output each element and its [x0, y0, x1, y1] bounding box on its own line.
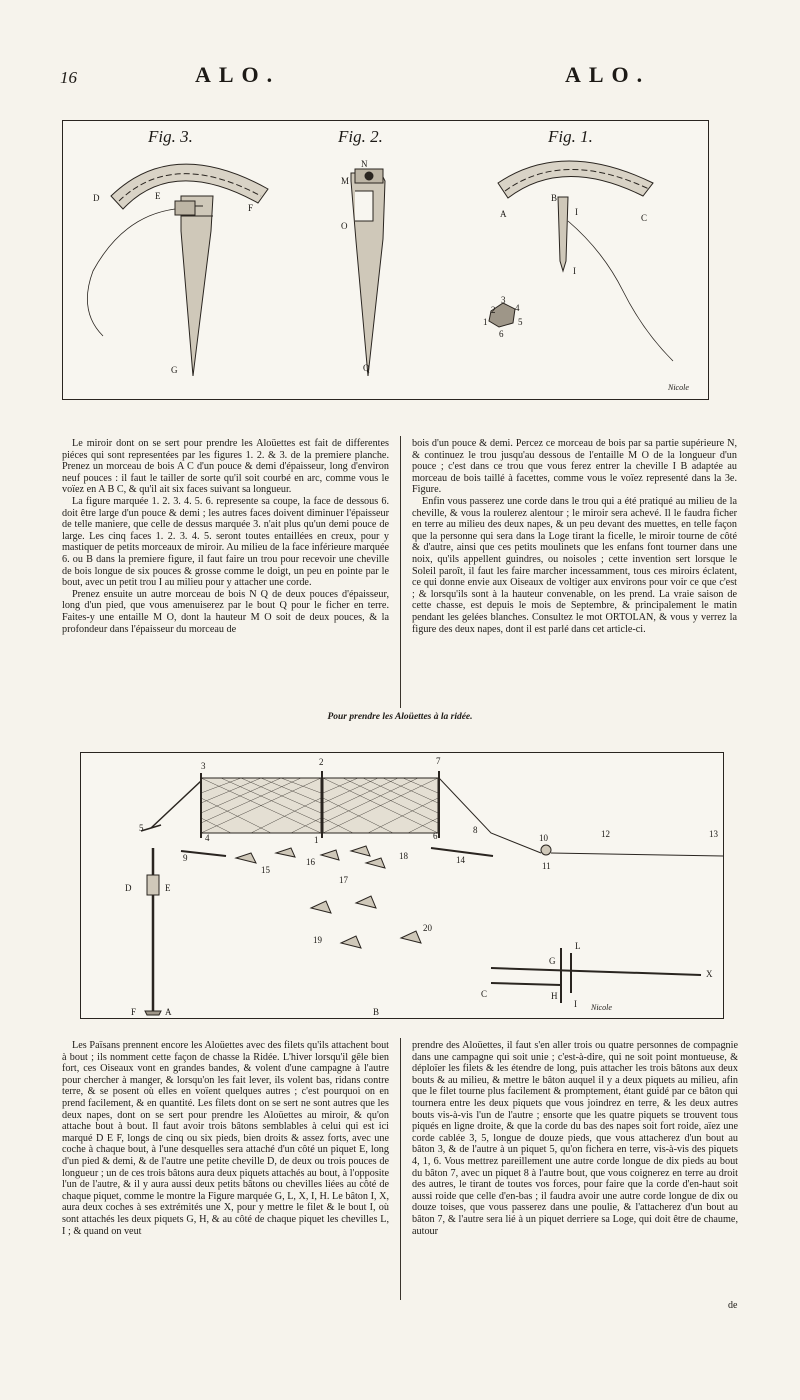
letter-l: L — [575, 941, 581, 951]
marker-16: 16 — [306, 857, 315, 867]
engraver-signature-2: Nicole — [591, 1003, 612, 1012]
letter-a: A — [500, 209, 507, 219]
left-running-title: ALO. — [195, 62, 281, 87]
letter-i: I — [574, 999, 577, 1009]
section-num-4: 4 — [515, 303, 520, 313]
fig-2-label: Fig. 2. — [338, 127, 383, 146]
section-num-3: 3 — [501, 295, 506, 305]
letter-a-staff: A — [165, 1007, 172, 1017]
letter-d: D — [93, 193, 100, 203]
paragraph: bois d'un pouce & demi. Percez ce morceau de bois par sa partie supérieure N, & continuez le trou jusqu'au dessous de l'entaille M O de la longueur d'un pouce ; c'est dans ce trou que vous ferez entrer la cheville I B adaptée au morceau de bois taillé à facettes, comme vous le voïez representé dans la 3e. Figure. — [412, 438, 737, 496]
marker-5: 5 — [139, 823, 144, 833]
letter-i-lower: I — [573, 266, 576, 276]
marker-15: 15 — [261, 865, 270, 875]
marker-1: 1 — [314, 835, 319, 845]
marker-9: 9 — [183, 853, 188, 863]
marker-7: 7 — [436, 756, 441, 766]
letter-c: C — [641, 213, 648, 223]
letter-m: M — [341, 176, 350, 186]
plate-mirror-figures — [62, 120, 709, 400]
plate-ridee-nets — [80, 752, 724, 1019]
running-header — [60, 62, 740, 92]
marker-10: 10 — [539, 833, 548, 843]
letter-o: O — [341, 221, 348, 231]
marker-8: 8 — [473, 825, 478, 835]
letter-e: E — [155, 191, 161, 201]
page-number: 16 — [60, 68, 77, 87]
fig-1-label: Fig. 1. — [548, 127, 593, 146]
paragraph: Le miroir dont on se sert pour prendre les Aloüettes est fait de differentes piéces qui sont representées par les figures 1. 2. & 3. de la premiere planche. Prenez un morceau de bois A C d'un pouce & demi d'épaisseur, long d'environ neuf pouces : il faut le tailler de sorte qu'il soit courbé en arc, comme vous le voïez en A B C, & qu'il ait six faces suivant sa longueur. — [62, 438, 389, 496]
marker-20: 20 — [423, 923, 432, 933]
marker-17: 17 — [339, 875, 348, 885]
letter-h: H — [551, 991, 558, 1001]
paragraph: prendre des Aloüettes, il faut s'en aller trois ou quatre personnes de compagnie dans une campagne qui soit unie ; c'est-à-dire, qui ne soit point montueuse, & déploïer les filets & les étendre de long, puis attacher les trois bâtons aux deux bouts & au milieu, & mettre le bâton auquel il y a deux piquets au milieu, afin que le filet tourne plus facilement & promptement, étant guidé par ce bâton qui tournera entre les deux piquets que vous joindrez en terre, & les deux autres bouts vis-à-vis l'un de l'autre ; ensorte que les quatre piquets se trouvent tous piqués en ligne droite, & que la corde du bas des napes soit fort roide, aïez une corde cablée 3, 5, longue de douze pieds, que vous attacherez d'un bout au bâton 3, & de l'autre à un piquet 5, qu'on fichera en terre, vis-à-vis des piquets 4, 1, 6. Vous mettrez pareillement une autre corde longue de dix pieds au bout du bâton 7, avec un piquet 8 à l'autre bout, que vous coignerez en terre au droit des autres, le tirant de toutes vos forces, pour faire que la corde d'en-haut soit aussi roide que celle d'en-bas ; il faudra avoir une autre corde longue de dix ou douze toises, que vous passerez dans une poulie, & l'attacherez d'un bout au bâton 7, & l'autre sera lié à un piquet derriere sa Loge, qui doit être de chaume, autour — [412, 1040, 738, 1237]
bottom-left-column — [62, 1040, 389, 1237]
paragraph: La figure marquée 1. 2. 3. 4. 5. 6. represente sa coupe, la face de dessous 6. doit être large d'un pouce & demi ; les autres faces doivent diminuer l'épaisseur de telle maniere, que celle de dessus marquée 3. n'ait plus qu'un demi pouce de large. Les cinq faces 1. 2. 3. 4. 5. seront toutes entaillées en creux, pour y mastiquer de petits morceaux de miroir. Au milieu de la face inférieure marquée 6. ou B dans la premiere figure, il faut faire un trou pour recevoir une cheville de bois longue de six pouces & grosse comme le doigt, un peu en pointe par le bout, avec un petit trou I au milieu pour y attacher une corde. — [62, 495, 389, 589]
letter-q: Q — [363, 363, 370, 373]
top-left-column — [62, 438, 389, 635]
letter-i: I — [575, 207, 578, 217]
right-running-title: ALO. — [565, 62, 651, 87]
letter-g: G — [171, 365, 178, 375]
section-num-1: 1 — [483, 317, 488, 327]
marker-4: 4 — [205, 833, 210, 843]
plate-mirror-drawing — [63, 121, 708, 399]
letter-e-staff: E — [165, 883, 171, 893]
paragraph: Les Païsans prennent encore les Aloüettes avec des filets qu'ils attachent bout à bout ; ils nomment cette façon de chasse la Ridée. L'hiver lorsqu'il gêle bien fort, ces Oiseaux vont en grandes bandes, & volent d'une campagne à l'autre pour chercher à manger, & lorsqu'on les fait lever, ils volent bas, ridans contre terre, & se posent où elles en voïent quelques autres ; c'est pourquoi on en prend facilement, & en quantité. Les filets dont on se sert ne sont autres que les deux napes, dont on se sert pour prendre les Aloüettes au miroir, & qu'on attache bout à bout. Il faut avoir trois bâtons semblables à celui qui est ici marqué D E F, longs de cinq ou six pieds, bien droits & assez forts, avec une coche à chaque bout, à l'une desquelles sera attaché d'un côté un piquet E, long d'un pied & demi, & de l'autre une petite cheville D, de deux ou trois pouces de longueur ; un de ces trois bâtons aura deux piquets attachés au bout, à l'opposite l'un de l'autre, & il y aura aussi deux petits bâtons ou chevilles liées au côté de chaque piquet, comme le montre la Figure marquée G, L, X, I, H. Le bâton I, X, aura deux coches à ses extrémités une X, pour y mettre le filet & le bout I, où sont attachés les deux piquets G, H, & au côté de chaque piquet les chevilles L, I ; & quand on veut — [62, 1040, 389, 1237]
letter-f-staff: F — [131, 1007, 137, 1017]
letter-x: X — [706, 969, 713, 979]
marker-13: 13 — [709, 829, 718, 839]
letter-g: G — [549, 956, 556, 966]
bottom-right-column — [412, 1040, 738, 1237]
top-right-column — [412, 438, 737, 635]
section-num-6: 6 — [499, 329, 504, 339]
marker-19: 19 — [313, 935, 322, 945]
letter-b: B — [551, 193, 558, 203]
marker-11: 11 — [542, 861, 551, 871]
marker-6: 6 — [433, 831, 438, 841]
letter-b: B — [373, 1007, 380, 1017]
marker-3: 3 — [201, 761, 206, 771]
column-rule-bottom — [400, 1038, 401, 1300]
catchword: de — [728, 1300, 738, 1311]
plate-ridee-drawing — [81, 753, 723, 1018]
plate-caption: Pour prendre les Aloüettes à la ridée. — [327, 712, 473, 722]
engraver-signature: Nicole — [668, 383, 689, 392]
section-num-5: 5 — [518, 317, 523, 327]
letter-c: C — [481, 989, 488, 999]
paragraph: Prenez ensuite un autre morceau de bois N Q de deux pouces d'épaisseur, long d'un pied, que vous amenuiserez par le bout Q pour le ficher en terre. Faites-y une entaille M O, dont la hauteur M O soit de deux pouces, & la profondeur dans l'épaisseur du morceau de — [62, 588, 389, 635]
marker-18: 18 — [399, 851, 408, 861]
column-rule-top — [400, 436, 401, 708]
marker-14: 14 — [456, 855, 465, 865]
letter-f: F — [248, 203, 254, 213]
marker-2: 2 — [319, 757, 324, 767]
fig-3-label: Fig. 3. — [148, 127, 193, 146]
marker-12: 12 — [601, 829, 610, 839]
letter-d-staff: D — [125, 883, 132, 893]
section-num-2: 2 — [491, 305, 496, 315]
letter-n: N — [361, 159, 368, 169]
paragraph: Enfin vous passerez une corde dans le trou qui a été pratiqué au milieu de la cheville, & vous la roulerez alentour ; le miroir sera achevé. Il le faudra ficher en terre au milieu des deux napes, & un peu devant des muettes, en telle façon que la personne qui sera dans la Loge tirant la ficelle, le miroir tourne de côté & d'autre, ainsi que ces petits moulinets que les enfans font tourner dans une noix, qu'ils appellent guindres, ou noisoles ; cette invention sert lorsque le Soleil paroît, il faut les faire marcher incessamment, tous ces miroirs éclatent, ce qui donne envie aux Oiseaux de voltiger aux environs pour voir ce que c'est ; & lorsqu'ils sont à la hauteur convenable, on les prend. La vraie saison de cette chasse, est depuis le mois de Septembre, & principalement le matin pendant les gelées blanches. Consultez le mot ORTOLAN, & vous y verrez la figure des deux napes, dont il est parlé dans cet article-ci. — [412, 495, 737, 635]
